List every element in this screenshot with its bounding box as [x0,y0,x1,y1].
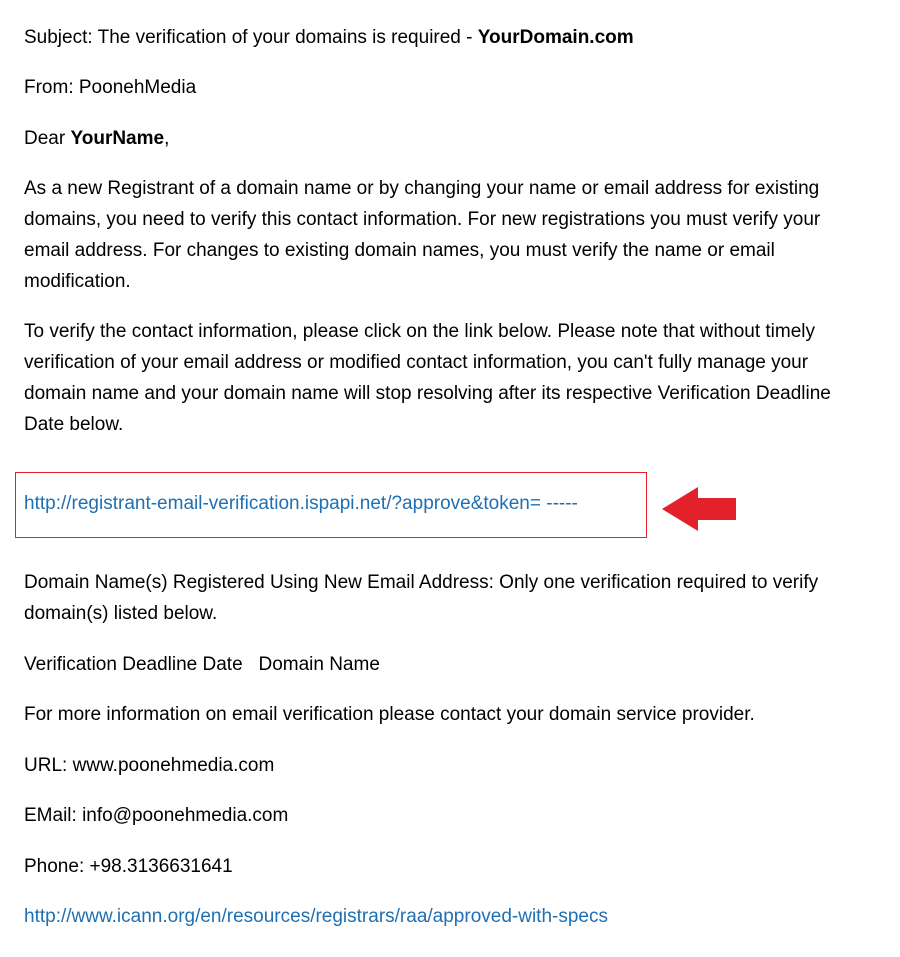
more-info-line: For more information on email verification please contact your domain service provider. [24,704,755,725]
greeting-prefix: Dear [24,128,71,149]
paragraph-line: domain(s) listed below. [24,603,218,624]
paragraph-line: modification. [24,271,131,292]
greeting-name: YourName [70,128,165,149]
phone-line: Phone: +98.3136631641 [24,856,233,877]
paragraph-line: domains, you need to verify this contact information. For new registrations you must verify your [24,209,821,230]
subject-line [24,22,634,53]
paragraph-line: To verify the contact information, please click on the link below. Please note that without timely [24,321,816,342]
icann-link[interactable]: http://www.icann.org/en/resources/registrars/raa/approved-with-specs [24,906,608,927]
subject-label: Subject: The verification of your domains is required - [24,27,478,48]
email-line: EMail: info@poonehmedia.com [24,805,289,826]
icann-link-line [24,901,608,932]
paragraph-line: verification of your email address or modified contact information, you can't fully manage your [24,352,809,373]
verification-link[interactable]: http://registrant-email-verification.ispapi.net/?approve&token= ----- [24,493,578,514]
verification-link-highlight-box [15,472,647,538]
from-line: From: PoonehMedia [24,77,197,98]
domains-table-header: Verification Deadline Date Domain Name [24,654,380,675]
arrow-left-icon [660,485,738,533]
paragraph-line: email address. For changes to existing domain names, you must verify the name or email [24,240,775,261]
paragraph-line: As a new Registrant of a domain name or by changing your name or email address for existing [24,178,820,199]
instructions-paragraph [24,316,890,440]
greeting [24,123,169,154]
paragraph-line: domain name and your domain name will stop resolving after its respective Verification Deadline [24,383,831,404]
url-line: URL: www.poonehmedia.com [24,755,275,776]
greeting-suffix: , [164,128,170,149]
paragraph-line: Domain Name(s) Registered Using New Email Address: Only one verification required to verify [24,572,819,593]
paragraph-line: Date below. [24,414,124,435]
domains-paragraph [24,567,890,629]
intro-paragraph [24,173,890,297]
subject-domain: YourDomain.com [477,27,634,48]
